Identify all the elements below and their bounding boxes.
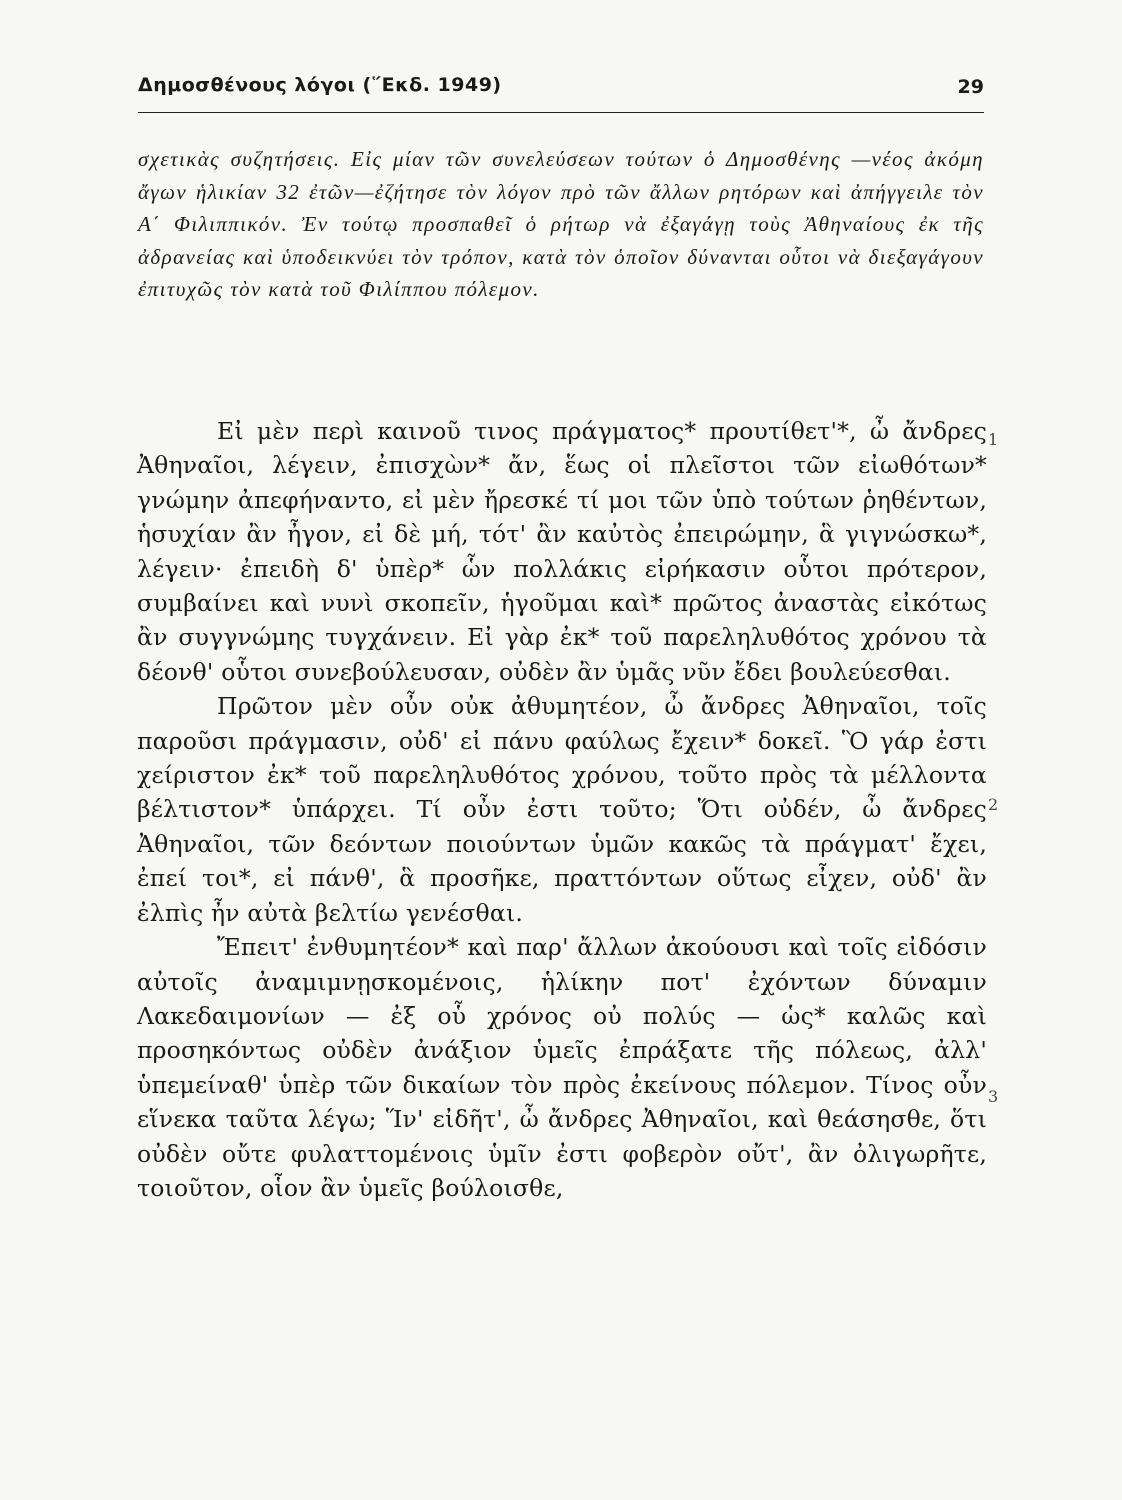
paragraph-2: Πρῶτον μὲν οὖν οὐκ ἀθυμητέον, ὦ ἄνδρες Ἀθηναῖοι, τοῖς παροῦσι πράγμασιν, οὐδ' εἰ πάνυ φαύλως ἔχειν* δοκεῖ. Ὃ γάρ ἐστι χείριστον ἐκ* τοῦ παρεληλυθότος χρόνου, τοῦτο πρὸς τὰ μέλλοντα βέλτιστον* ὑπάρχει. Τί οὖν ἐστι τοῦτο; Ὅτι οὐδέν, ὦ ἄνδρες Ἀθηναῖοι, τῶν δεόντων ποιούντων ὑμῶν κακῶς τὰ πράγματ' ἔχει, ἐπεί τοι*, εἰ πάνθ', ἃ προσῆκε, πραττόντων οὕτως εἶχεν, οὐδ' ἂν ἐλπὶς ἦν αὐτὰ βελτίω γενέσθαι.: [137, 692, 987, 927]
running-head: [138, 74, 984, 113]
section-number-2: 2: [988, 795, 999, 814]
paragraph-1: Εἰ μὲν περὶ καινοῦ τινος πράγματος* προυτίθετ'*, ὦ ἄνδρες Ἀθηναῖοι, λέγειν, ἐπισχὼν* ἄν, ἕως οἱ πλεῖστοι τῶν εἰωθότων* γνώμην ἀπεφήναντο, εἰ μὲν ἤρεσκέ τί μοι τῶν ὑπὸ τούτων ῥηθέντων, ἡσυχίαν ἂν ἦγον, εἰ δὲ μή, τότ' ἂν καὐτὸς ἐπειρώμην, ἃ γιγνώσκω*, λέγειν· ἐπειδὴ δ' ὑπὲρ* ὧν πολλάκις εἰρήκασιν οὗτοι πρότερον, συμβαίνει καὶ νυνὶ σκοπεῖν, ἡγοῦμαι καὶ* πρῶτος ἀναστὰς εἰκότως ἂν συγγνώμης τυγχάνειν. Εἰ γὰρ ἐκ* τοῦ παρεληλυθότος χρόνου τὰ δέονθ' οὗτοι συνεβούλευσαν, οὐδὲν ἂν ὑμᾶς νῦν ἔδει βουλεύεσθαι.: [137, 417, 987, 686]
section-number-3: 3: [988, 1087, 999, 1106]
running-title: Δημοσθένους λόγοι (῞Εκδ. 1949): [138, 74, 502, 96]
section-number-1: 1: [988, 430, 999, 449]
page-number: 29: [957, 76, 984, 98]
paragraph-3: Ἔπειτ' ἐνθυμητέον* καὶ παρ' ἄλλων ἀκούουσι καὶ τοῖς εἰδόσιν αὐτοῖς ἀναμιμνῃσκομένοις, ἡλίκην ποτ' ἐχόντων δύναμιν Λακεδαιμονίων — ἐξ οὗ χρόνος οὐ πολύς — ὡς* καλῶς καὶ προσηκόντως οὐδὲν ἀνάξιον ὑμεῖς ἐπράξατε τῆς πόλεως, ἀλλ' ὑπεμείναθ' ὑπὲρ τῶν δικαίων τὸν πρὸς ἐκείνους πόλεμον. Τίνος οὖν εἵνεκα ταῦτα λέγω; Ἵν' εἰδῆτ', ὦ ἄνδρες Ἀθηναῖοι, καὶ θεάσησθε, ὅτι οὐδὲν οὔτε φυλαττομένοις ὑμῖν ἐστι φοβερὸν οὔτ', ἂν ὀλιγωρῆτε, τοιοῦτον, οἷον ἂν ὑμεῖς βούλοισθε,: [137, 933, 987, 1202]
intro-paragraph: σχετικὰς συζητήσεις. Εἰς μίαν τῶν συνελεύσεων τούτων ὁ Δημοσθένης —νέος ἀκόμη ἄγων ἡλικίαν 32 ἐτῶν—ἐζήτησε τὸν λόγον πρὸ τῶν ἄλλων ρητόρων καὶ ἀπήγγειλε τὸν Α΄ Φιλιππικόν. Ἐν τούτῳ προσπαθεῖ ὁ ρήτωρ νὰ ἐξαγάγῃ τοὺς Ἀθηναίους ἐκ τῆς ἀδρανείας καὶ ὑποδεικνύει τὸν τρόπον, κατὰ τὸν ὁποῖον δύνανται οὗτοι νὰ διεξαγάγουν ἐπιτυχῶς τὸν κατὰ τοῦ Φιλίππου πόλεμον.: [138, 147, 984, 301]
speech-text: [137, 414, 987, 1205]
